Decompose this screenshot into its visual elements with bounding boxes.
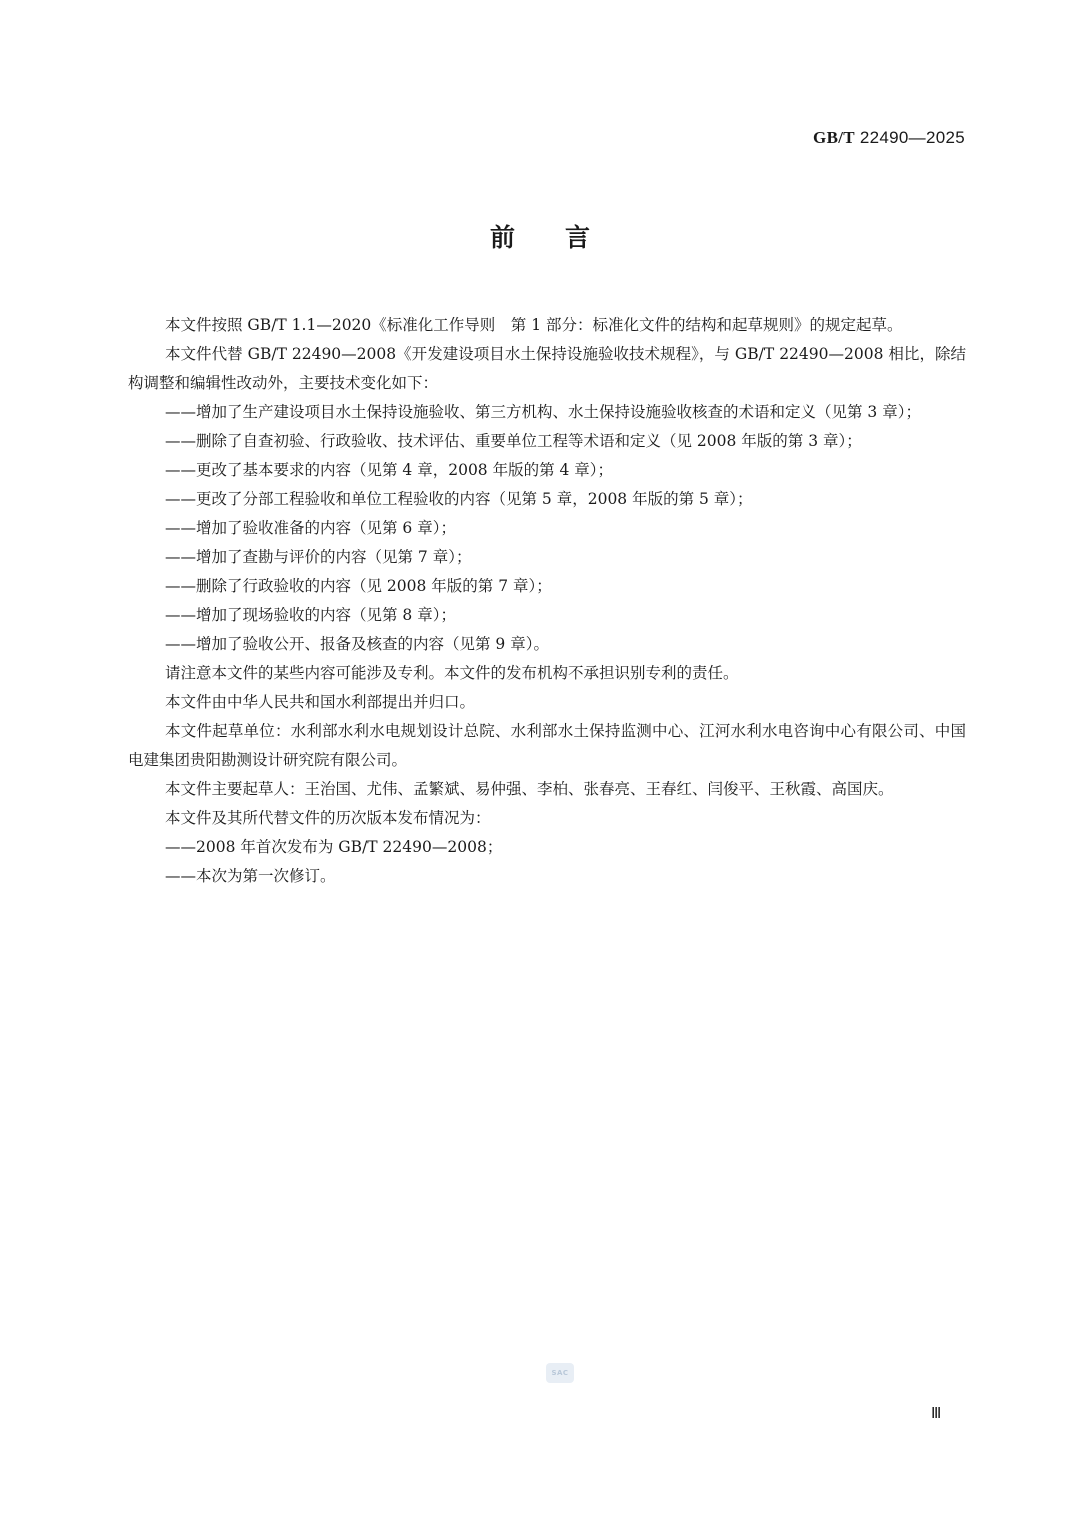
change-item: ——增加了生产建设项目水土保持设施验收、第三方机构、水土保持设施验收核查的术语和定义（见第 3 章）； xyxy=(165,403,921,421)
change-item: ——更改了基本要求的内容（见第 4 章，2008 年版的第 4 章）； xyxy=(165,461,614,479)
standard-code xyxy=(813,128,965,148)
sac-watermark-icon: SAC xyxy=(546,1363,574,1383)
change-item: ——增加了验收准备的内容（见第 6 章）； xyxy=(165,519,456,537)
change-item: ——删除了自查初验、行政验收、技术评估、重要单位工程等术语和定义（见 2008 年版的第 3 章）； xyxy=(165,432,862,450)
paragraph-replacement: 本文件代替 GB/T 22490—2008《开发建设项目水土保持设施验收技术规程》，与 GB/T 22490—2008 相比，除结构调整和编辑性改动外，主要技术变化如下： xyxy=(128,345,966,392)
version-history-intro: 本文件及其所代替文件的历次版本发布情况为： xyxy=(165,809,491,827)
history-item: ——2008 年首次发布为 GB/T 22490—2008； xyxy=(165,838,503,856)
drafters: 本文件主要起草人：王治国、尤伟、孟繁斌、易仲强、李柏、张春亮、王春红、闫俊平、王秋霞、高国庆。 xyxy=(165,780,894,798)
standard-prefix: GB/T xyxy=(813,128,855,147)
change-item: ——增加了查勘与评价的内容（见第 7 章）； xyxy=(165,548,472,566)
patent-notice: 请注意本文件的某些内容可能涉及专利。本文件的发布机构不承担识别专利的责任。 xyxy=(165,664,739,682)
proposer-statement: 本文件由中华人民共和国水利部提出并归口。 xyxy=(165,693,476,711)
page-title: 前言 xyxy=(489,223,640,252)
standard-number: 22490—2025 xyxy=(859,128,965,147)
page-number: Ⅲ xyxy=(931,1406,942,1422)
history-item: ——本次为第一次修订。 xyxy=(165,867,336,885)
change-item: ——删除了行政验收的内容（见 2008 年版的第 7 章）； xyxy=(165,577,552,595)
paragraph-drafting-rules: 本文件按照 GB/T 1.1—2020《标准化工作导则 第 1 部分：标准化文件的结构和起草规则》的规定起草。 xyxy=(165,316,903,334)
drafting-units: 本文件起草单位：水利部水利水电规划设计总院、水利部水土保持监测中心、江河水利水电咨询中心有限公司、中国电建集团贵阳勘测设计研究院有限公司。 xyxy=(128,722,966,769)
change-item: ——更改了分部工程验收和单位工程验收的内容（见第 5 章，2008 年版的第 5 章）； xyxy=(165,490,753,508)
change-item: ——增加了验收公开、报备及核查的内容（见第 9 章）。 xyxy=(165,635,549,653)
change-item: ——增加了现场验收的内容（见第 8 章）； xyxy=(165,606,456,624)
foreword-body xyxy=(128,311,966,891)
